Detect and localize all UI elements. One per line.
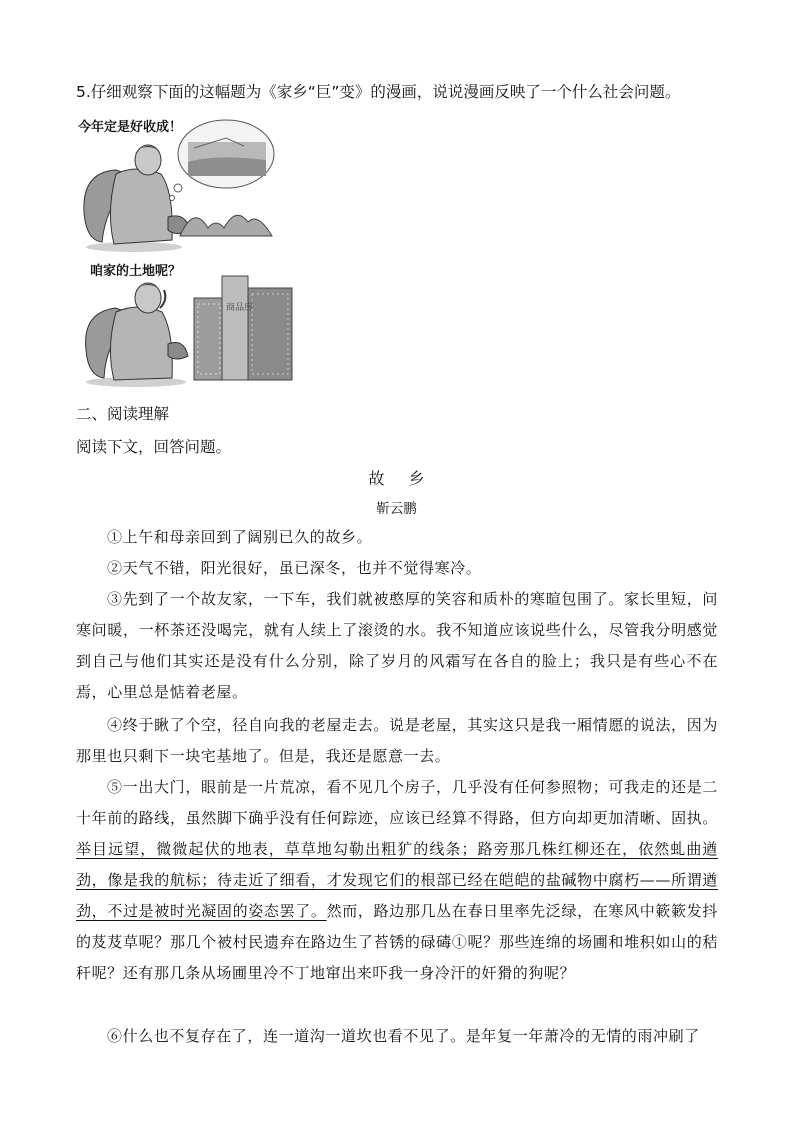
- paragraph-6: ⑥什么也不复存在了，连一道沟一道坎也看不见了。是年复一年萧冷的无情的雨冲刷了: [107, 1027, 700, 1045]
- paragraph-5-underlined: 举目远望，微微起伏的地表，草草地勾勒出粗犷的线条；路旁那几株红柳还在，依然虬曲遒劲，像是我的航标；待走近了细看，才发现它们的根部已经在皑皑的盐碱物中腐朽——所谓遒劲，不过是被时光凝固的姿态罢了。: [76, 840, 718, 920]
- cartoon-caption-top: 今年定是好收成！: [78, 120, 183, 135]
- paragraph-4: ④终于瞅了个空，径自向我的老屋走去。说是老屋，其实这只是我一厢情愿的说法，因为那里也只剩下一块宅基地了。但是，我还是愿意一去。: [76, 716, 718, 765]
- article-author: 靳云鹏: [376, 501, 417, 517]
- paragraph-1: ①上午和母亲回到了阔别已久的故乡。: [107, 528, 373, 546]
- farmer-bottom-figure: [86, 283, 188, 387]
- cartoon-drawing: [76, 112, 301, 394]
- thought-bubble: [170, 120, 275, 201]
- question-5: 5.仔细观察下面的这幅题为《家乡“巨”变》的漫画，说说漫画反映了一个什么社会问题。: [76, 83, 681, 101]
- section-heading: 二、阅读理解: [76, 405, 170, 423]
- mountains: [180, 215, 272, 236]
- paragraph-2: ②天气不错，阳光很好，虽已深冬，也并不觉得寒冷。: [107, 559, 482, 577]
- article-title: 故乡: [368, 469, 449, 488]
- cartoon-image: [76, 112, 301, 394]
- paragraph-5-text-b: 然而，路边那几丛在春日里率先泛绿，在寒风中簌簌发抖的芨芨草呢？那几个被村民遗弃在路边生了苔锈的碌碡①呢？那些连绵的场圃和堆积如山的秸秆呢？还有那几条从场圃里冷不丁地窜出来吓我一身冷汗的奸猾的狗呢？: [76, 902, 718, 982]
- paragraph-5: [76, 772, 718, 989]
- paragraph-5-text-a: ⑤一出大门，眼前是一片荒凉，看不见几个房子，几乎没有任何参照物；可我走的还是二十年前的路线，虽然脚下确乎没有任何踪迹，应该已经算不得路，但方向却更加清晰、固执。: [76, 778, 718, 827]
- building-sign: 商品房: [226, 303, 254, 313]
- skyscraper: [194, 276, 292, 380]
- cartoon-caption-bottom: 咱家的土地呢？: [90, 264, 182, 279]
- paragraph-3: ③先到了一个故友家，一下车，我们就被憨厚的笑容和质朴的寒暄包围了。家长里短，问寒问暖，一杯茶还没喝完，就有人续上了滚烫的水。我不知道应该说些什么，尽管我分明感觉到自己与他们其实还是没有什么分别，除了岁月的风霜写在各自的脸上；我只是有些心不在焉，心里总是惦着老屋。: [76, 590, 718, 701]
- instruction-text: 阅读下文，回答问题。: [76, 438, 232, 456]
